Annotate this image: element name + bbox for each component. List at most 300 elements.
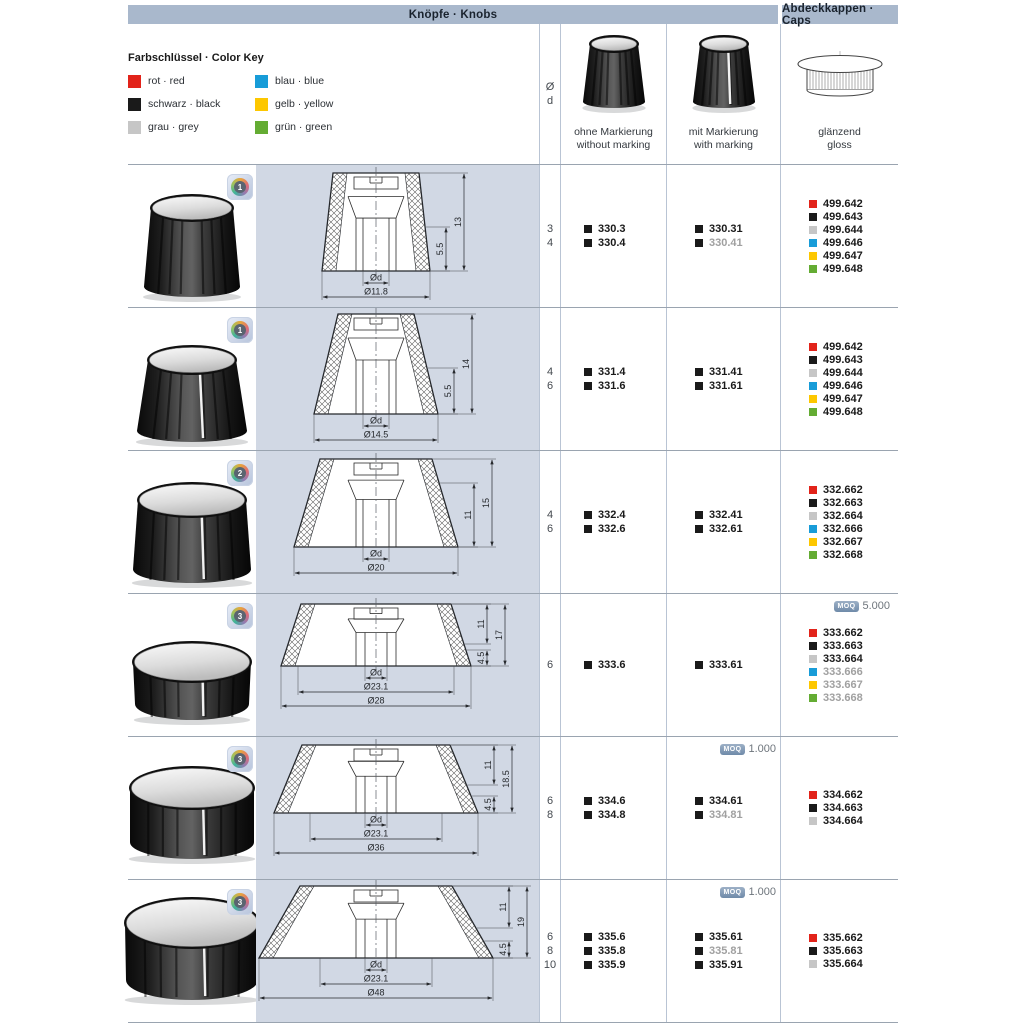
part-number: 331.6 (598, 380, 626, 392)
svg-text:14: 14 (461, 359, 471, 369)
color-key-item (255, 74, 333, 88)
part-number: 335.664 (823, 958, 863, 970)
without-marking-label-de: ohne Markierung (574, 126, 653, 139)
technical-drawing-cell (256, 880, 539, 1022)
moq-value: 1.000 (748, 743, 776, 755)
part-number: 332.4 (598, 509, 626, 521)
part-number: 332.664 (823, 510, 863, 522)
cap-part-entry (809, 815, 898, 828)
part-entry (584, 522, 666, 536)
cap-color-square (809, 226, 817, 234)
part-number: 499.642 (823, 198, 863, 210)
svg-text:11: 11 (463, 510, 473, 519)
moq-label: MOQ (720, 744, 746, 755)
moq-value: 1.000 (748, 886, 776, 898)
svg-text:Ø14.5: Ø14.5 (364, 430, 389, 440)
color-swatch (128, 98, 141, 111)
with-marking-label-de: mit Markierung (689, 126, 758, 139)
part-number: 499.642 (823, 341, 863, 353)
part-bullet-square (584, 961, 592, 969)
cap-part-entry (809, 392, 898, 405)
style-badge-number: 1 (234, 181, 246, 193)
part-entry (584, 365, 666, 379)
cap-part-entry (809, 379, 898, 392)
part-bullet-square (584, 661, 592, 669)
part-number: 334.664 (823, 815, 863, 827)
part-number: 330.31 (709, 223, 743, 235)
cap-color-square (809, 395, 817, 403)
part-number: 332.41 (709, 509, 743, 521)
cap-color-square (809, 239, 817, 247)
part-number: 332.662 (823, 484, 863, 496)
cap-part-entry (809, 802, 898, 815)
color-key-label: rot · red (148, 75, 185, 87)
cap-part-entry (809, 639, 898, 652)
part-entry (695, 508, 780, 522)
part-entry (584, 808, 666, 822)
part-number: 332.666 (823, 523, 863, 535)
knob-section-drawing (256, 737, 539, 884)
cap-part-entry (809, 483, 898, 496)
cap-color-square (809, 265, 817, 273)
cap-part-entry (809, 236, 898, 249)
with-marking-cell (666, 880, 780, 1022)
part-number: 331.41 (709, 366, 743, 378)
cap-icon (781, 50, 898, 102)
style-badge-ring (231, 464, 249, 482)
cap-part-entry (809, 665, 898, 678)
part-number: 335.8 (598, 945, 626, 957)
cap-color-square (809, 356, 817, 364)
diameter-cell (539, 594, 560, 736)
part-number: 499.644 (823, 367, 863, 379)
column-header-diameter (539, 24, 560, 164)
part-entry (584, 958, 666, 972)
color-key (128, 24, 539, 164)
part-entry (695, 222, 780, 236)
without-marking-cell (560, 165, 666, 307)
style-badge-ring (231, 750, 249, 768)
svg-text:Ød: Ød (370, 549, 382, 559)
part-number: 331.61 (709, 380, 743, 392)
part-entry (695, 658, 780, 672)
cap-color-square (809, 694, 817, 702)
color-swatch (255, 98, 268, 111)
part-entry (584, 930, 666, 944)
cap-part-entry (809, 210, 898, 223)
with-marking-label-en: with marking (694, 139, 753, 152)
color-swatch (128, 121, 141, 134)
style-badge-ring (231, 607, 249, 625)
catalog-table (128, 24, 898, 1023)
cap-part-entry (809, 945, 898, 958)
svg-text:Ød: Ød (370, 668, 382, 678)
part-bullet-square (584, 947, 592, 955)
part-bullet-square (584, 368, 592, 376)
product-rows (128, 164, 898, 1023)
color-key-item (128, 120, 220, 134)
diameter-value: 6 (547, 658, 553, 672)
cap-color-square (809, 681, 817, 689)
part-number: 332.668 (823, 549, 863, 561)
svg-text:4.5: 4.5 (476, 652, 486, 665)
cap-color-square (809, 668, 817, 676)
cap-part-entry (809, 789, 898, 802)
cap-color-square (809, 486, 817, 494)
technical-drawing-cell (256, 594, 539, 736)
section-bar-knobs: Knöpfe · Knobs (128, 5, 778, 24)
diameter-value: 4 (547, 508, 553, 522)
color-key-label: schwarz · black (148, 98, 220, 110)
color-key-item (255, 97, 333, 111)
style-badge-number: 3 (234, 610, 246, 622)
svg-text:13: 13 (453, 217, 463, 227)
diameter-value: 3 (547, 222, 553, 236)
technical-drawing-cell (256, 308, 539, 450)
svg-text:Ø28: Ø28 (367, 696, 384, 706)
cap-part-entry (809, 548, 898, 561)
style-badge-number: 3 (234, 753, 246, 765)
cap-part-entry (809, 262, 898, 275)
moq-badge (720, 743, 776, 755)
cap-part-entry (809, 691, 898, 704)
part-entry (695, 236, 780, 250)
cap-part-entry (809, 652, 898, 665)
cap-color-square (809, 382, 817, 390)
color-key-item (128, 74, 220, 88)
product-photo-cell (128, 737, 256, 879)
with-marking-cell (666, 451, 780, 593)
part-number: 334.8 (598, 809, 626, 821)
diameter-symbol: Ø (546, 80, 555, 94)
part-number: 332.6 (598, 523, 626, 535)
svg-text:18.5: 18.5 (501, 770, 511, 788)
column-header-caps-gloss (780, 24, 898, 164)
knob-section-drawing (256, 308, 539, 455)
part-number: 335.662 (823, 932, 863, 944)
part-number: 499.646 (823, 237, 863, 249)
cap-color-square (809, 213, 817, 221)
svg-text:Ød: Ød (370, 960, 382, 970)
product-photo-cell (128, 308, 256, 450)
svg-text:Ød: Ød (370, 273, 382, 283)
part-bullet-square (584, 382, 592, 390)
part-number: 335.6 (598, 931, 626, 943)
part-number: 334.61 (709, 795, 743, 807)
part-number: 499.648 (823, 263, 863, 275)
color-key-column-1 (128, 74, 220, 143)
color-key-label: grün · green (275, 121, 332, 133)
svg-text:Ød: Ød (370, 416, 382, 426)
part-bullet-square (695, 225, 703, 233)
part-number: 335.663 (823, 945, 863, 957)
svg-text:4.5: 4.5 (498, 943, 508, 956)
part-number: 335.9 (598, 959, 626, 971)
part-entry (584, 236, 666, 250)
part-number: 334.81 (709, 809, 743, 821)
cap-color-square (809, 817, 817, 825)
svg-text:5.5: 5.5 (435, 243, 445, 256)
cap-color-square (809, 655, 817, 663)
with-marking-cell (666, 308, 780, 450)
diameter-value: 6 (547, 379, 553, 393)
part-bullet-square (695, 961, 703, 969)
diameter-cell (539, 880, 560, 1022)
part-entry (584, 944, 666, 958)
part-entry (584, 794, 666, 808)
cap-part-entry (809, 535, 898, 548)
part-bullet-square (695, 511, 703, 519)
cap-part-entry (809, 249, 898, 262)
part-bullet-square (695, 661, 703, 669)
part-number: 333.667 (823, 679, 863, 691)
part-number: 332.61 (709, 523, 743, 535)
with-marking-cell (666, 737, 780, 879)
without-marking-label-en: without marking (577, 139, 651, 152)
part-bullet-square (695, 797, 703, 805)
style-badge (227, 317, 253, 343)
color-swatch (128, 75, 141, 88)
column-header-without-marking (560, 24, 666, 164)
part-number: 499.644 (823, 224, 863, 236)
without-marking-cell (560, 594, 666, 736)
without-marking-cell (560, 308, 666, 450)
cap-color-square (809, 551, 817, 559)
cap-color-square (809, 252, 817, 260)
part-entry (584, 508, 666, 522)
svg-text:Ød: Ød (370, 815, 382, 825)
cap-part-entry (809, 496, 898, 509)
cap-part-entry (809, 405, 898, 418)
svg-text:17: 17 (494, 630, 504, 640)
part-number: 499.643 (823, 211, 863, 223)
diameter-value: 6 (547, 930, 553, 944)
part-entry (695, 522, 780, 536)
part-number: 333.668 (823, 692, 863, 704)
svg-text:Ø23.1: Ø23.1 (364, 829, 389, 839)
product-photo-cell (128, 880, 256, 1022)
style-badge (227, 460, 253, 486)
cap-part-entry (809, 353, 898, 366)
knob-image-without-marking (561, 28, 666, 124)
part-entry (584, 379, 666, 393)
cap-part-entry (809, 340, 898, 353)
cap-part-entry (809, 366, 898, 379)
part-entry (695, 958, 780, 972)
cap-part-entry (809, 197, 898, 210)
part-number: 334.662 (823, 789, 863, 801)
svg-text:Ø11.8: Ø11.8 (364, 287, 388, 297)
part-bullet-square (695, 525, 703, 533)
column-header-with-marking (666, 24, 780, 164)
cap-part-entry (809, 678, 898, 691)
cap-color-square (809, 629, 817, 637)
with-marking-cell (666, 165, 780, 307)
product-row (128, 450, 898, 593)
svg-text:11: 11 (483, 760, 493, 769)
gloss-label-en: gloss (827, 139, 852, 152)
style-badge-ring (231, 321, 249, 339)
svg-text:Ø36: Ø36 (367, 843, 384, 853)
part-number: 330.3 (598, 223, 626, 235)
caps-cell (780, 308, 898, 450)
diameter-letter: d (547, 94, 553, 108)
diameter-value: 8 (547, 944, 553, 958)
part-entry (695, 930, 780, 944)
part-bullet-square (695, 811, 703, 819)
part-number: 332.663 (823, 497, 863, 509)
style-badge (227, 603, 253, 629)
part-bullet-square (584, 511, 592, 519)
style-badge-number: 2 (234, 467, 246, 479)
cap-color-square (809, 804, 817, 812)
part-number: 499.643 (823, 354, 863, 366)
diameter-cell (539, 737, 560, 879)
style-badge-number: 3 (234, 896, 246, 908)
style-badge-ring (231, 178, 249, 196)
part-number: 335.91 (709, 959, 743, 971)
caps-cell (780, 737, 898, 879)
part-bullet-square (695, 382, 703, 390)
product-row (128, 164, 898, 307)
cap-color-square (809, 538, 817, 546)
part-number: 334.6 (598, 795, 626, 807)
style-badge-number: 1 (234, 324, 246, 336)
cap-color-square (809, 369, 817, 377)
technical-drawing-cell (256, 165, 539, 307)
part-bullet-square (695, 239, 703, 247)
caps-cell (780, 594, 898, 736)
section-bar-caps: Abdeckkappen · Caps (782, 5, 898, 24)
cap-part-entry (809, 509, 898, 522)
color-key-item (128, 97, 220, 111)
part-bullet-square (584, 797, 592, 805)
knob-image-with-marking (667, 28, 780, 124)
moq-label: MOQ (834, 601, 860, 612)
cap-color-square (809, 343, 817, 351)
without-marking-cell (560, 451, 666, 593)
knob-section-drawing (256, 451, 539, 598)
part-number: 333.666 (823, 666, 863, 678)
cap-color-square (809, 200, 817, 208)
product-row (128, 307, 898, 450)
part-bullet-square (695, 947, 703, 955)
color-key-title: Farbschlüssel · Color Key (128, 52, 264, 64)
without-marking-cell (560, 737, 666, 879)
part-number: 333.662 (823, 627, 863, 639)
with-marking-cell (666, 594, 780, 736)
style-badge (227, 746, 253, 772)
cap-part-entry (809, 958, 898, 971)
caps-cell (780, 165, 898, 307)
technical-drawing-cell (256, 451, 539, 593)
diameter-value: 4 (547, 236, 553, 250)
diameter-value: 6 (547, 794, 553, 808)
part-number: 499.648 (823, 406, 863, 418)
svg-text:Ø20: Ø20 (367, 563, 384, 573)
product-row (128, 736, 898, 879)
moq-label: MOQ (720, 887, 746, 898)
part-number: 333.664 (823, 653, 863, 665)
part-number: 334.663 (823, 802, 863, 814)
diameter-value: 8 (547, 808, 553, 822)
part-number: 333.61 (709, 659, 743, 671)
part-bullet-square (584, 811, 592, 819)
diameter-value: 10 (544, 958, 556, 972)
part-entry (695, 944, 780, 958)
style-badge-ring (231, 893, 249, 911)
product-row (128, 879, 898, 1023)
cap-color-square (809, 642, 817, 650)
cap-color-square (809, 934, 817, 942)
part-number: 335.81 (709, 945, 743, 957)
svg-text:Ø23.1: Ø23.1 (364, 682, 389, 692)
part-number: 331.4 (598, 366, 626, 378)
diameter-cell (539, 451, 560, 593)
knob-section-drawing (256, 165, 539, 312)
svg-text:15: 15 (481, 498, 491, 508)
part-bullet-square (584, 239, 592, 247)
part-number: 332.667 (823, 536, 863, 548)
table-header (128, 24, 898, 164)
moq-badge (834, 600, 890, 612)
cap-part-entry (809, 626, 898, 639)
product-photo-cell (128, 165, 256, 307)
svg-text:5.5: 5.5 (443, 385, 453, 398)
part-number: 499.647 (823, 393, 863, 405)
part-number: 330.4 (598, 237, 626, 249)
cap-color-square (809, 512, 817, 520)
part-entry (695, 808, 780, 822)
color-key-item (255, 120, 333, 134)
part-entry (584, 222, 666, 236)
part-entry (695, 794, 780, 808)
color-key-label: gelb · yellow (275, 98, 333, 110)
part-number: 335.61 (709, 931, 743, 943)
product-row (128, 593, 898, 736)
moq-badge (720, 886, 776, 898)
part-bullet-square (695, 368, 703, 376)
diameter-cell (539, 308, 560, 450)
part-bullet-square (695, 933, 703, 941)
part-entry (584, 658, 666, 672)
cap-color-square (809, 947, 817, 955)
part-entry (695, 365, 780, 379)
style-badge (227, 174, 253, 200)
color-key-label: blau · blue (275, 75, 324, 87)
caps-cell (780, 451, 898, 593)
color-key-label: grau · grey (148, 121, 199, 133)
part-bullet-square (584, 933, 592, 941)
part-number: 499.647 (823, 250, 863, 262)
part-number: 330.41 (709, 237, 743, 249)
svg-text:11: 11 (498, 902, 508, 911)
cap-color-square (809, 499, 817, 507)
gloss-label-de: glänzend (818, 126, 861, 139)
svg-text:Ø48: Ø48 (367, 988, 384, 998)
diameter-cell (539, 165, 560, 307)
product-photo-cell (128, 451, 256, 593)
svg-text:4.5: 4.5 (483, 798, 493, 811)
color-key-column-2 (255, 74, 333, 143)
caps-cell (780, 880, 898, 1022)
cap-color-square (809, 791, 817, 799)
color-swatch (255, 75, 268, 88)
moq-value: 5.000 (862, 600, 890, 612)
style-badge (227, 889, 253, 915)
cap-part-entry (809, 522, 898, 535)
technical-drawing-cell (256, 737, 539, 879)
